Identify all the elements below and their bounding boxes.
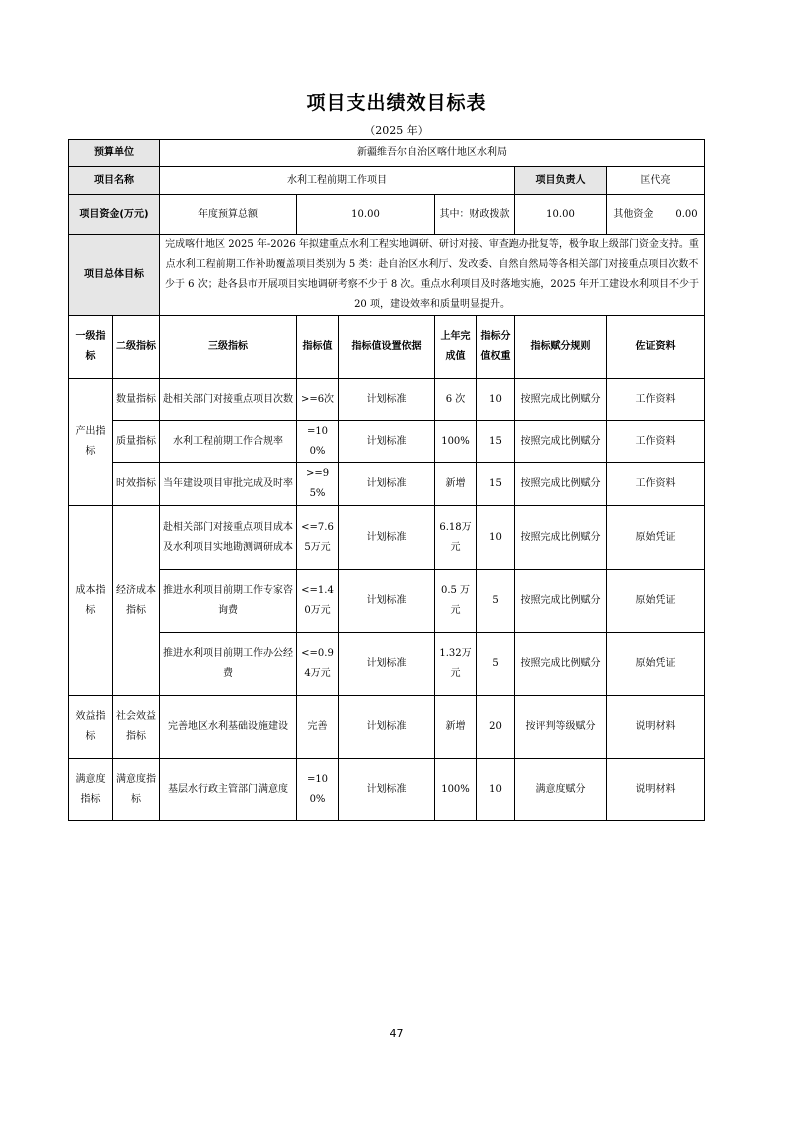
- evidence-cell: 工作资料: [607, 379, 705, 421]
- value-cell: >=95%: [297, 463, 339, 506]
- page-number: 47: [389, 1027, 404, 1040]
- basis-cell: 计划标准: [339, 463, 435, 506]
- overall-goal-label: 项目总体目标: [69, 235, 160, 316]
- evidence-cell: 工作资料: [607, 421, 705, 463]
- table-row: [69, 696, 705, 759]
- table-row: [69, 570, 705, 633]
- value-cell: 完善: [297, 696, 339, 759]
- level3-cell: 水利工程前期工作合规率: [160, 421, 297, 463]
- level3-cell: 赴相关部门对接重点项目成本及水利项目实地勘测调研成本: [160, 506, 297, 570]
- basis-cell: 计划标准: [339, 379, 435, 421]
- weight-cell: 20: [477, 696, 515, 759]
- col-header-level3: 三级指标: [160, 316, 297, 379]
- col-header-level1: 一级指标: [69, 316, 113, 379]
- level2-cell: 时效指标: [113, 463, 160, 506]
- col-header-level2: 二级指标: [113, 316, 160, 379]
- group-benefit: 效益指标: [69, 696, 113, 759]
- value-cell: <=7.65万元: [297, 506, 339, 570]
- basis-cell: 计划标准: [339, 759, 435, 821]
- other-funds-row-cell: [607, 195, 705, 235]
- other-funds-value: 0.00: [675, 208, 698, 220]
- performance-table: [68, 139, 705, 821]
- group-satisfaction: 满意度指标: [69, 759, 113, 821]
- level2-cell: 数量指标: [113, 379, 160, 421]
- overall-goal-text: 完成喀什地区 2025 年-2026 年拟建重点水利工程实地调研、研讨对接、审查跑办批复等，极争取上级部门资金支持。重点水利工程前期工作补助覆盖项目类别为 5 类：赴自治区水利厅、发改委、自然自然局等各相关部门对接重点项目次数不少于 6 次；赴各县市开展项目实地调研考察不少于 8 次。重点水利项目及时落地实施，2025 年开工建设水利项目不少于 20 项，建设效率和质量明显提升。: [160, 235, 705, 316]
- evidence-cell: 原始凭证: [607, 506, 705, 570]
- level2-cell: 社会效益指标: [113, 696, 160, 759]
- prev-cell: 新增: [435, 696, 477, 759]
- rule-cell: 按照完成比例赋分: [515, 570, 607, 633]
- value-cell: =100%: [297, 759, 339, 821]
- table-row: [69, 463, 705, 506]
- project-leader-value: 匡代亮: [607, 167, 705, 195]
- budget-unit-row: [69, 140, 705, 167]
- other-funds-label: 其他资金: [613, 208, 654, 220]
- level3-cell: 当年建设项目审批完成及时率: [160, 463, 297, 506]
- level3-cell: 基层水行政主管部门满意度: [160, 759, 297, 821]
- evidence-cell: 原始凭证: [607, 633, 705, 696]
- weight-cell: 10: [477, 379, 515, 421]
- level2-cell: 质量指标: [113, 421, 160, 463]
- project-leader-label: 项目负责人: [515, 167, 607, 195]
- evidence-cell: 原始凭证: [607, 570, 705, 633]
- annual-budget-label: 年度预算总额: [160, 195, 297, 235]
- fiscal-funds-label: 其中：财政拨款: [435, 195, 515, 235]
- weight-cell: 5: [477, 633, 515, 696]
- evidence-cell: 工作资料: [607, 463, 705, 506]
- project-funds-row: [69, 195, 705, 235]
- col-header-rule: 指标赋分规则: [515, 316, 607, 379]
- col-header-basis: 指标值设置依据: [339, 316, 435, 379]
- overall-goal-row: [69, 235, 705, 316]
- prev-cell: 100%: [435, 759, 477, 821]
- fiscal-funds-value: 10.00: [515, 195, 607, 235]
- basis-cell: 计划标准: [339, 421, 435, 463]
- group-cost: 成本指标: [69, 506, 113, 696]
- col-header-evidence: 佐证资料: [607, 316, 705, 379]
- table-row: [69, 633, 705, 696]
- prev-cell: 新增: [435, 463, 477, 506]
- rule-cell: 按评判等级赋分: [515, 696, 607, 759]
- budget-unit-label: 预算单位: [69, 140, 160, 167]
- rule-cell: 按照完成比例赋分: [515, 463, 607, 506]
- col-header-prev: 上年完成值: [435, 316, 477, 379]
- value-cell: >=6次: [297, 379, 339, 421]
- evidence-cell: 说明材料: [607, 759, 705, 821]
- basis-cell: 计划标准: [339, 506, 435, 570]
- group-output: 产出指标: [69, 379, 113, 506]
- prev-cell: 0.5 万元: [435, 570, 477, 633]
- rule-cell: 按照完成比例赋分: [515, 379, 607, 421]
- project-name-label: 项目名称: [69, 167, 160, 195]
- level2-cell: 经济成本指标: [113, 506, 160, 696]
- evidence-cell: 说明材料: [607, 696, 705, 759]
- page-year: （2025 年）: [364, 124, 429, 137]
- value-cell: <=1.40万元: [297, 570, 339, 633]
- prev-cell: 6.18万元: [435, 506, 477, 570]
- level3-cell: 推进水利项目前期工作办公经费: [160, 633, 297, 696]
- rule-cell: 满意度赋分: [515, 759, 607, 821]
- level2-cell: 满意度指标: [113, 759, 160, 821]
- prev-cell: 6 次: [435, 379, 477, 421]
- col-header-weight: 指标分值权重: [477, 316, 515, 379]
- weight-cell: 5: [477, 570, 515, 633]
- level3-cell: 完善地区水利基础设施建设: [160, 696, 297, 759]
- column-header-row: [69, 316, 705, 379]
- basis-cell: 计划标准: [339, 570, 435, 633]
- prev-cell: 1.32万元: [435, 633, 477, 696]
- level3-cell: 推进水利项目前期工作专家咨询费: [160, 570, 297, 633]
- value-cell: <=0.94万元: [297, 633, 339, 696]
- col-header-value: 指标值: [297, 316, 339, 379]
- level3-cell: 赴相关部门对接重点项目次数: [160, 379, 297, 421]
- rule-cell: 按照完成比例赋分: [515, 421, 607, 463]
- weight-cell: 15: [477, 463, 515, 506]
- table-row: [69, 759, 705, 821]
- basis-cell: 计划标准: [339, 633, 435, 696]
- annual-budget-value: 10.00: [297, 195, 435, 235]
- weight-cell: 10: [477, 506, 515, 570]
- table-row: [69, 379, 705, 421]
- table-row: [69, 506, 705, 570]
- basis-cell: 计划标准: [339, 696, 435, 759]
- project-name-value: 水利工程前期工作项目: [160, 167, 515, 195]
- weight-cell: 10: [477, 759, 515, 821]
- budget-unit-value: 新疆维吾尔自治区喀什地区水利局: [160, 140, 705, 167]
- rule-cell: 按照完成比例赋分: [515, 633, 607, 696]
- project-name-row: [69, 167, 705, 195]
- project-funds-label: 项目资金(万元): [69, 195, 160, 235]
- prev-cell: 100%: [435, 421, 477, 463]
- table-row: [69, 421, 705, 463]
- page-title: 项目支出绩效目标表: [306, 92, 487, 114]
- weight-cell: 15: [477, 421, 515, 463]
- rule-cell: 按照完成比例赋分: [515, 506, 607, 570]
- value-cell: =100%: [297, 421, 339, 463]
